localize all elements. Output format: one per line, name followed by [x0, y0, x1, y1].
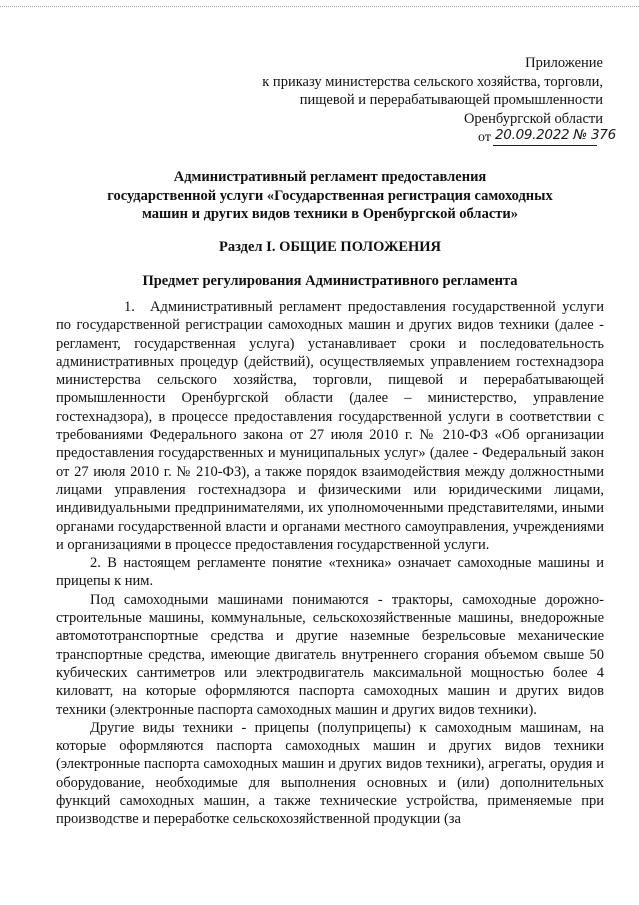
title-line-3: машин и других видов техники в Оренбургской области» — [142, 206, 518, 222]
appendix-label: Приложение — [525, 55, 603, 71]
paragraph-3: Под самоходными машинами понимаются - тракторы, самоходные дорожно-строительные машины, коммунальные, сельскохозяйственные машины, внедорожные автомототранспортные средства и другие наземные безрельсовые механические транспортные средства, имеющие двигатель внутреннего сгорания объемом свыше 50 кубических сантиметров или электродвигатель максимальной мощностью более 4 киловатт, на которые оформляются паспорта самоходных машин и других видов техники (электронные паспорта самоходных машин и других видов техники). — [56, 591, 604, 718]
appendix-region: Оренбургской области — [463, 110, 603, 127]
scan-top-border — [0, 6, 639, 7]
title-line-1: Административный регламент предоставления — [173, 169, 487, 185]
appendix-ministry-line: пищевой и перерабатывающей промышленности — [299, 92, 603, 108]
document-title — [60, 168, 600, 224]
date-prefix: от — [478, 130, 491, 145]
appendix-order-reference: к приказу министерства сельского хозяйства, торговли, — [262, 73, 603, 90]
paragraph-4: Другие виды техники - прицепы (полуприцепы) к самоходным машинам, на которые оформляются паспорта самоходных машин и других видов техники (электронные паспорта самоходных машин и других видов техники), агрегаты, орудия и оборудование, необходимые для выполнения основных и (или) дополнительных функций самоходных машин, а также технические устройства, применяемые при производстве и переработке сельскохозяйственной продукции (за — [56, 719, 604, 828]
paragraph-1-text: Административный регламент предоставления государственной услуги по государственной регистрации самоходных машин и других видов техники (далее - регламент, государственная услуга) устанавливает сроки и последовательность административных процедур (действий), осуществляемых управлением гостехнадзора министерства сельского хозяйства, торговли, пищевой и перерабатывающей промышленности Оренбургской области (далее – министерство, управление гостехнадзора), в процессе предоставления государственной услуги в соответствии с требованиями Федерального закона от 27 июля 2010 г. № 210-ФЗ «Об организации предоставления государственных и муниципальных услуг» (далее - Федеральный закон от 27 июля 2010 г. № 210-ФЗ), а также порядок взаимодействия между должностными лицами управления гостехнадзора и физическими или юридическими лицами, индивидуальными предпринимателями, их уполномоченными представителями, иными органами государственной власти и органами местного самоуправления, учреждениями и организациями в процессе предоставления государственной услуги. — [56, 299, 604, 553]
subsection-heading: Предмет регулирования Административного регламента — [142, 273, 518, 289]
paragraph-2: 2. В настоящем регламенте понятие «техника» означает самоходные машины и прицепы к ним. — [56, 555, 604, 590]
handwritten-date-number: 20.09.2022 № 376 — [495, 127, 616, 143]
paragraph-1 — [56, 298, 604, 554]
order-date-number — [478, 127, 616, 149]
document-body — [56, 298, 604, 829]
appendix-header — [173, 54, 603, 128]
section-heading: Раздел I. ОБЩИЕ ПОЛОЖЕНИЯ — [218, 239, 442, 255]
date-underline — [493, 145, 597, 146]
paragraph-1-number: 1. — [124, 299, 135, 315]
title-line-2: государственной услуги «Государственная регистрация самоходных — [107, 187, 553, 204]
